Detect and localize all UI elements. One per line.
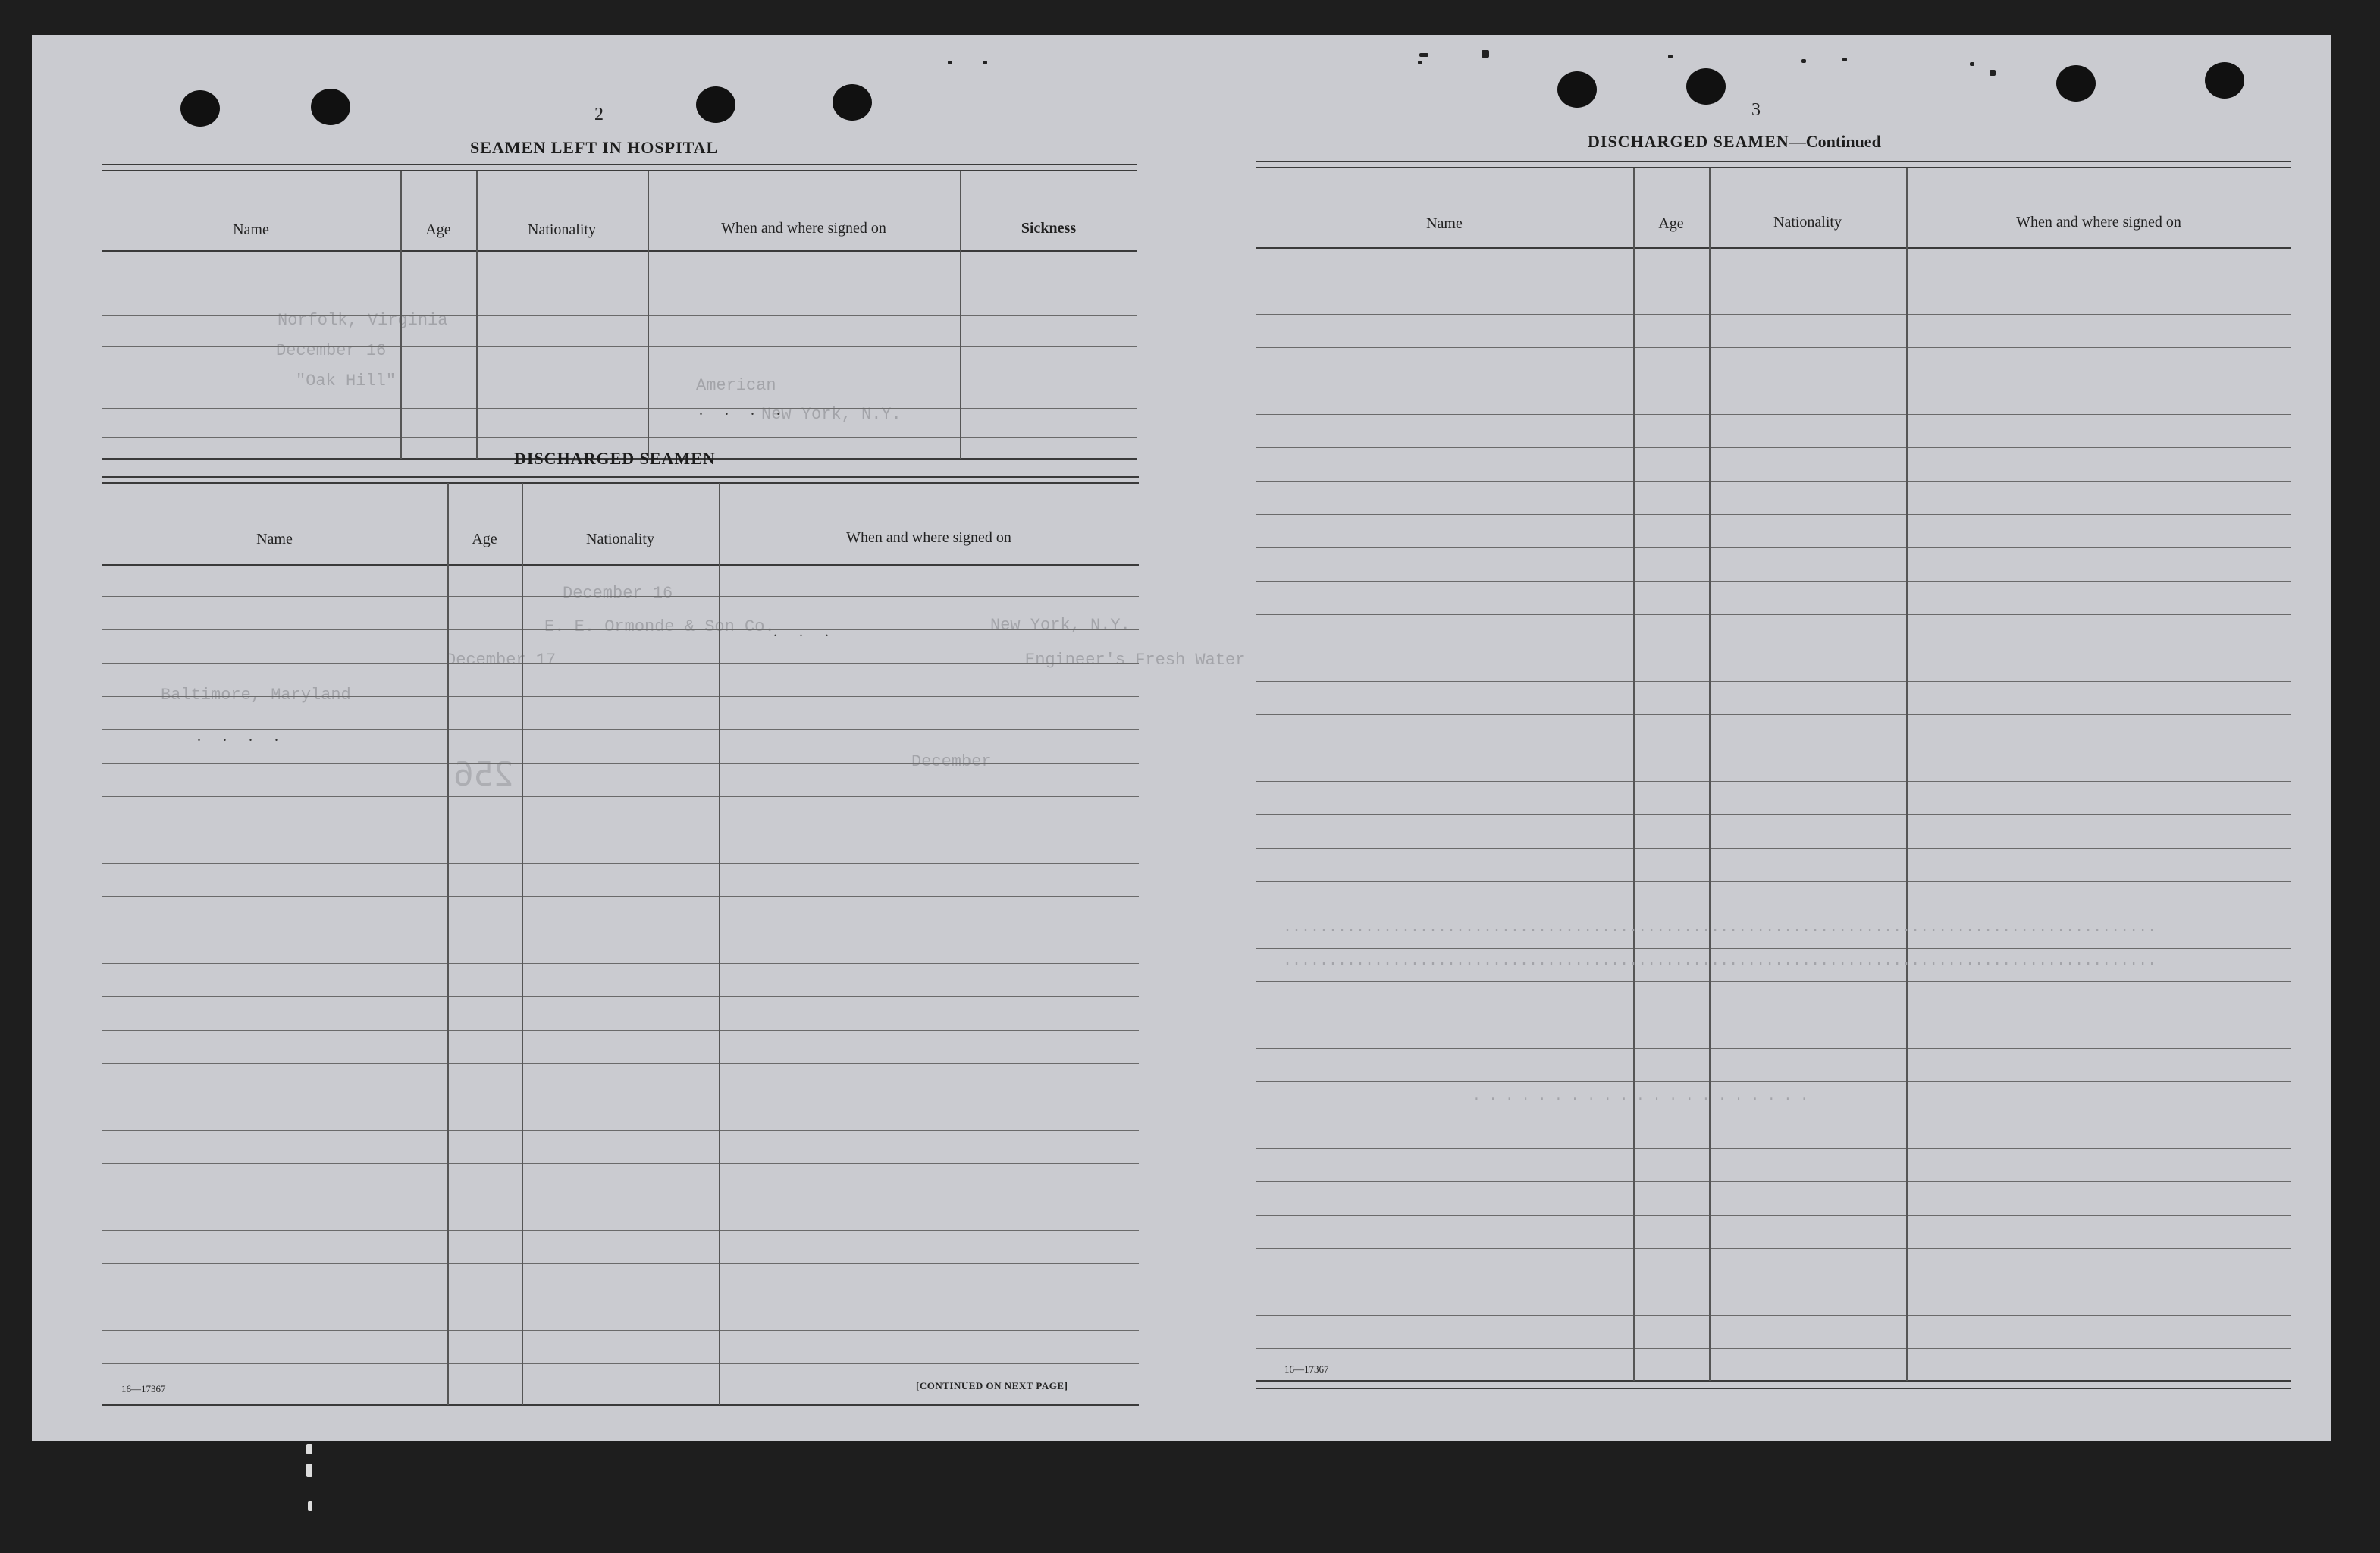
hospital-table bbox=[102, 164, 1137, 464]
bleed-through-text: December 17 bbox=[446, 651, 557, 670]
page-number: 3 bbox=[1751, 100, 1761, 120]
ink-speck bbox=[1842, 58, 1847, 61]
bleed-through-text: December 16 bbox=[563, 584, 673, 603]
column-header-when-where: When and where signed on bbox=[2016, 214, 2181, 231]
punch-hole bbox=[1686, 68, 1726, 105]
discharged-continued-table bbox=[1256, 161, 2291, 1397]
column-header-when-where: When and where signed on bbox=[721, 220, 886, 237]
bleed-through-text: Baltimore, Maryland bbox=[161, 686, 351, 704]
bleed-through-text: E. E. Ormonde & Son Co. bbox=[544, 617, 775, 636]
bleed-through-text: ................................................................................................ bbox=[1283, 919, 2157, 937]
ink-speck bbox=[306, 1464, 312, 1477]
punch-hole bbox=[1557, 71, 1597, 108]
punch-hole bbox=[833, 84, 872, 121]
column-header-nationality: Nationality bbox=[1773, 214, 1842, 231]
column-header-name: Name bbox=[1426, 215, 1463, 232]
punch-hole bbox=[2056, 65, 2096, 102]
punch-hole bbox=[2205, 62, 2244, 99]
bleed-through-text: . . . . . . . . . . . . . . . . . . . . . bbox=[1472, 1089, 1808, 1104]
form-number: 16—17367 bbox=[1284, 1363, 1329, 1375]
title-main: DISCHARGED SEAMEN bbox=[1588, 132, 1789, 151]
ink-speck bbox=[1801, 59, 1806, 63]
ink-speck bbox=[1482, 50, 1489, 58]
section-title: SEAMEN LEFT IN HOSPITAL bbox=[470, 138, 719, 157]
form-number: 16—17367 bbox=[121, 1383, 166, 1395]
page-number: 2 bbox=[594, 105, 604, 124]
column-header-nationality: Nationality bbox=[586, 531, 654, 547]
section-title bbox=[1588, 132, 1881, 152]
continued-note: [CONTINUED ON NEXT PAGE] bbox=[916, 1380, 1068, 1391]
ink-speck bbox=[1419, 53, 1428, 57]
column-header-age: Age bbox=[1658, 215, 1684, 232]
bleed-through-text: New York, N.Y. bbox=[761, 405, 902, 424]
column-header-nationality: Nationality bbox=[528, 221, 596, 238]
bleed-through-text: December 16 bbox=[276, 341, 387, 360]
punch-hole bbox=[311, 89, 350, 125]
ink-dots: . . . . bbox=[197, 728, 287, 745]
ink-speck bbox=[1970, 62, 1974, 66]
column-header-age: Age bbox=[472, 531, 497, 547]
column-header-sickness: Sickness bbox=[1021, 220, 1077, 237]
bleed-through-text: Engineer's Fresh Water bbox=[1025, 651, 1246, 670]
ink-dots: . . . . bbox=[699, 402, 789, 419]
bleed-through-text: "Oak Hill" bbox=[296, 372, 397, 391]
column-header-name: Name bbox=[233, 221, 269, 238]
section-title: DISCHARGED SEAMEN bbox=[514, 449, 716, 468]
ink-speck bbox=[1990, 70, 1996, 76]
ink-speck bbox=[1418, 61, 1422, 64]
bleed-through-text: American bbox=[696, 376, 776, 395]
bleed-through-text: December bbox=[911, 752, 992, 771]
title-suffix: —Continued bbox=[1789, 132, 1881, 151]
stamp-number: 256 bbox=[453, 755, 514, 794]
column-header-when-where: When and where signed on bbox=[846, 529, 1011, 546]
punch-hole bbox=[696, 86, 735, 123]
ink-speck bbox=[948, 61, 952, 64]
column-header-age: Age bbox=[425, 221, 451, 238]
ink-speck bbox=[1668, 55, 1673, 58]
ink-speck bbox=[983, 61, 987, 64]
ink-dots: . . . bbox=[773, 623, 838, 640]
discharged-table bbox=[102, 476, 1139, 1410]
ink-speck bbox=[308, 1501, 312, 1511]
punch-hole bbox=[180, 90, 220, 127]
bleed-through-text: Norfolk, Virginia bbox=[278, 311, 448, 330]
column-header-name: Name bbox=[256, 531, 293, 547]
bleed-through-text: New York, N.Y. bbox=[990, 616, 1130, 635]
bleed-through-text: ................................................................................................ bbox=[1283, 952, 2157, 970]
document-sheet bbox=[32, 35, 2331, 1441]
ink-speck bbox=[306, 1444, 312, 1454]
